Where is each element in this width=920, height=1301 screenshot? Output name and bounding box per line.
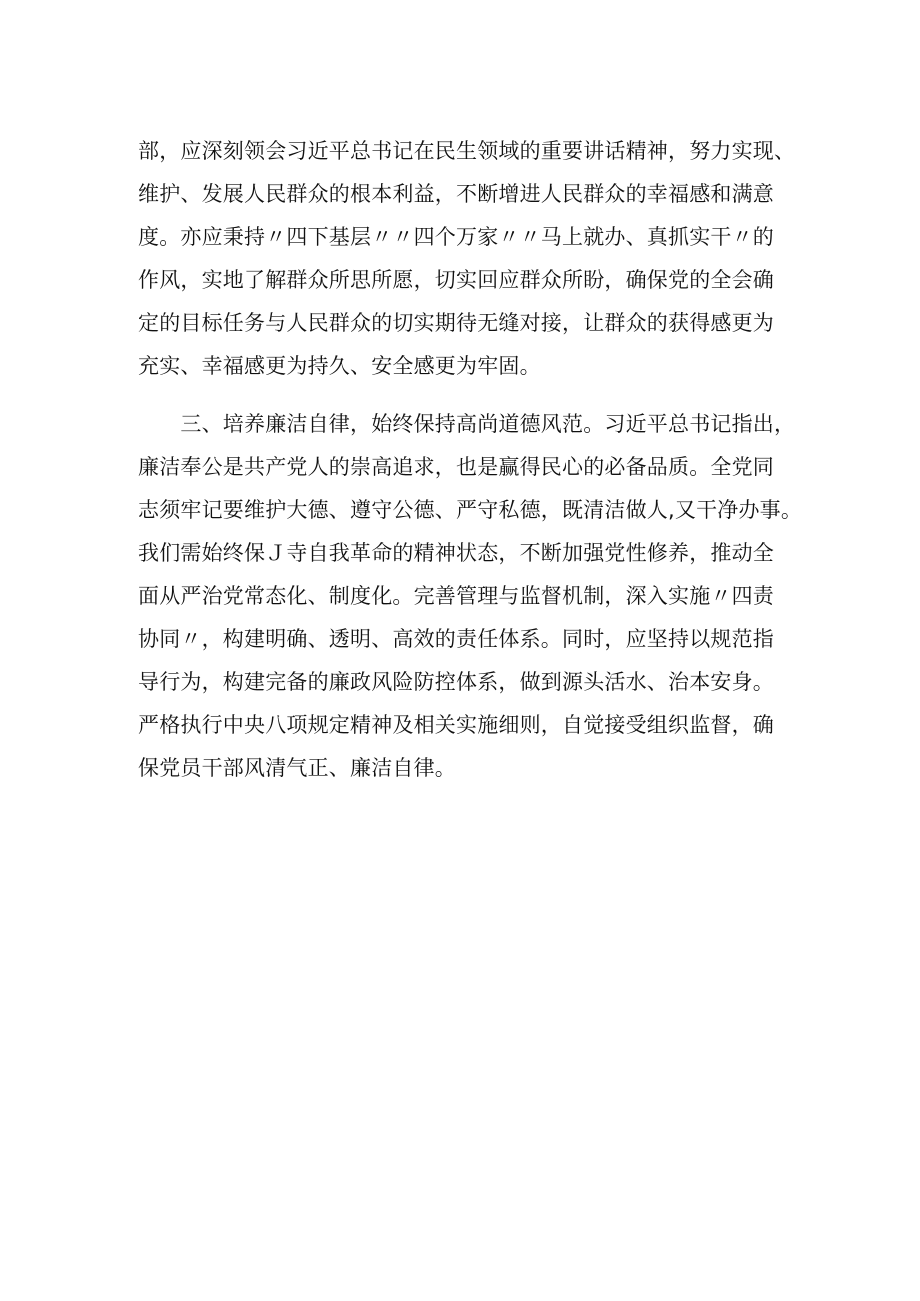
- text-line: 部，应深刻领会习近平总书记在民生领域的重要讲话精神，努力实现、: [138, 139, 796, 163]
- text-line: 三、培养廉洁自律，始终保持高尚道德风范。习近平总书记指出，: [138, 412, 796, 436]
- text-line: 廉洁奉公是共产党人的崇高追求，也是赢得民心的必备品质。全党同: [138, 455, 774, 479]
- paragraph-gap: [138, 388, 790, 403]
- paragraph-1: [138, 130, 796, 388]
- text-line: 保党员干部风清气正、廉洁自律。: [138, 756, 456, 780]
- text-line: 作风，实地了解群众所思所愿，切实回应群众所盼，确保党的全会确: [138, 268, 774, 292]
- text-line: 度。亦应秉持〃四下基层〃〃四个万家〃〃马上就办、真抓实干〃的: [138, 225, 774, 249]
- text-line: 维护、发展人民群众的根本利益，不断增进人民群众的幸福感和满意: [138, 182, 774, 206]
- paragraph-2: [138, 403, 803, 790]
- text-line: 志须牢记要维护大德、遵守公德、严守私德，既清洁做人,又干净办事。: [138, 498, 803, 522]
- text-line: 充实、幸福感更为持久、安全感更为牢固。: [138, 354, 541, 378]
- text-line: 严格执行中央八项规定精神及相关实施细则，自觉接受组织监督，确: [138, 713, 774, 737]
- text-line: 我们需始终保Ｊ寺自我革命的精神状态，不断加强党性修养，推动全: [138, 541, 774, 565]
- text-line: 定的目标任务与人民群众的切实期待无缝对接，让群众的获得感更为: [138, 311, 774, 335]
- text-line: 协同〃，构建明确、透明、高效的责任体系。同时，应坚持以规范指: [138, 627, 774, 651]
- text-line: 导行为，构建完备的廉政风险防控体系，做到源头活水、治本安身。: [138, 670, 774, 694]
- text-line: 面从严治党常态化、制度化。完善管理与监督机制，深入实施〃四责: [138, 584, 774, 608]
- document-body: [138, 130, 803, 790]
